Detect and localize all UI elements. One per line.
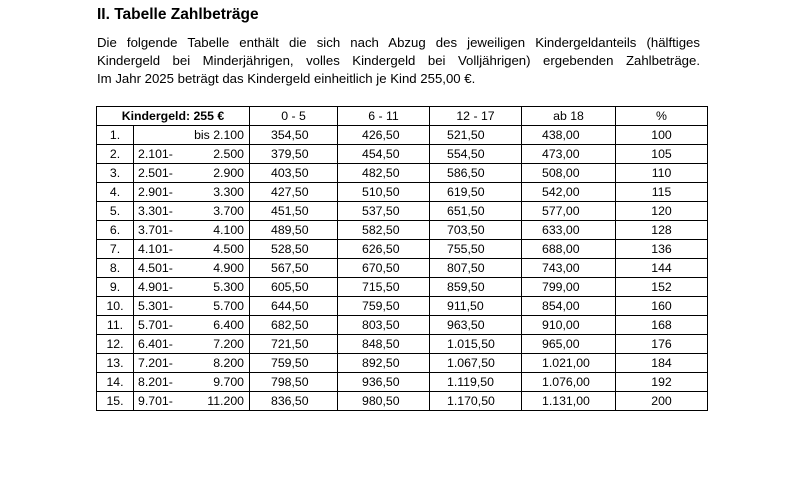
income-from-cell: 2.501-	[134, 164, 184, 183]
income-to-cell: 7.200	[184, 335, 250, 354]
income-from-cell: 7.201-	[134, 354, 184, 373]
income-from-cell: 3.301-	[134, 202, 184, 221]
income-to-cell: bis 2.100	[184, 126, 250, 145]
amount-age-0-5-cell: 489,50	[250, 221, 338, 240]
income-to-cell: 6.400	[184, 316, 250, 335]
table-row	[97, 126, 708, 145]
row-number-cell: 4.	[97, 183, 134, 202]
amount-age-0-5-cell: 427,50	[250, 183, 338, 202]
percent-cell: 115	[616, 183, 708, 202]
header-age-18: ab 18	[522, 107, 616, 126]
income-from-cell: 2.901-	[134, 183, 184, 202]
income-from-cell: 8.201-	[134, 373, 184, 392]
income-to-cell: 2.900	[184, 164, 250, 183]
percent-cell: 110	[616, 164, 708, 183]
amount-age-0-5-cell: 759,50	[250, 354, 338, 373]
percent-cell: 120	[616, 202, 708, 221]
amount-age-18-cell: 965,00	[522, 335, 616, 354]
amount-age-18-cell: 1.076,00	[522, 373, 616, 392]
amount-age-12-17-cell: 1.119,50	[430, 373, 522, 392]
income-from-cell: 5.701-	[134, 316, 184, 335]
amount-age-12-17-cell: 554,50	[430, 145, 522, 164]
amount-age-6-11-cell: 454,50	[338, 145, 430, 164]
table-row	[97, 221, 708, 240]
amount-age-6-11-cell: 670,50	[338, 259, 430, 278]
amount-age-0-5-cell: 836,50	[250, 392, 338, 411]
percent-cell: 192	[616, 373, 708, 392]
percent-cell: 144	[616, 259, 708, 278]
amount-age-12-17-cell: 911,50	[430, 297, 522, 316]
income-to-cell: 4.900	[184, 259, 250, 278]
amount-age-18-cell: 743,00	[522, 259, 616, 278]
section-heading: II. Tabelle Zahlbeträge	[97, 6, 259, 23]
amount-age-6-11-cell: 892,50	[338, 354, 430, 373]
amount-age-6-11-cell: 803,50	[338, 316, 430, 335]
amount-age-6-11-cell: 582,50	[338, 221, 430, 240]
amount-age-12-17-cell: 619,50	[430, 183, 522, 202]
income-from-cell: 3.701-	[134, 221, 184, 240]
income-from-cell	[134, 126, 184, 145]
row-number-cell: 5.	[97, 202, 134, 221]
income-from-cell: 4.901-	[134, 278, 184, 297]
income-from-cell: 2.101-	[134, 145, 184, 164]
row-number-cell: 11.	[97, 316, 134, 335]
row-number-cell: 10.	[97, 297, 134, 316]
amount-age-0-5-cell: 451,50	[250, 202, 338, 221]
amount-age-18-cell: 473,00	[522, 145, 616, 164]
income-to-cell: 11.200	[184, 392, 250, 411]
income-to-cell: 3.700	[184, 202, 250, 221]
percent-cell: 105	[616, 145, 708, 164]
amount-age-18-cell: 508,00	[522, 164, 616, 183]
amount-age-6-11-cell: 848,50	[338, 335, 430, 354]
table-row	[97, 373, 708, 392]
header-percent: %	[616, 107, 708, 126]
amount-age-18-cell: 1.131,00	[522, 392, 616, 411]
payment-table	[96, 106, 708, 411]
amount-age-0-5-cell: 567,50	[250, 259, 338, 278]
percent-cell: 160	[616, 297, 708, 316]
amount-age-18-cell: 577,00	[522, 202, 616, 221]
income-from-cell: 6.401-	[134, 335, 184, 354]
amount-age-0-5-cell: 682,50	[250, 316, 338, 335]
income-to-cell: 4.500	[184, 240, 250, 259]
amount-age-0-5-cell: 605,50	[250, 278, 338, 297]
row-number-cell: 14.	[97, 373, 134, 392]
amount-age-12-17-cell: 586,50	[430, 164, 522, 183]
table-row	[97, 316, 708, 335]
percent-cell: 128	[616, 221, 708, 240]
intro-line: Kindergeld bei Minderjährigen, volles Kindergeld bei Volljährigen) ergebenden Zahlbeträge.	[97, 53, 700, 68]
percent-cell: 136	[616, 240, 708, 259]
row-number-cell: 6.	[97, 221, 134, 240]
amount-age-0-5-cell: 403,50	[250, 164, 338, 183]
row-number-cell: 8.	[97, 259, 134, 278]
amount-age-6-11-cell: 715,50	[338, 278, 430, 297]
percent-cell: 168	[616, 316, 708, 335]
amount-age-6-11-cell: 626,50	[338, 240, 430, 259]
amount-age-12-17-cell: 859,50	[430, 278, 522, 297]
header-kindergeld: Kindergeld: 255 €	[97, 107, 250, 126]
amount-age-18-cell: 1.021,00	[522, 354, 616, 373]
table-row	[97, 145, 708, 164]
amount-age-12-17-cell: 1.015,50	[430, 335, 522, 354]
income-to-cell: 9.700	[184, 373, 250, 392]
amount-age-12-17-cell: 807,50	[430, 259, 522, 278]
amount-age-12-17-cell: 651,50	[430, 202, 522, 221]
income-to-cell: 4.100	[184, 221, 250, 240]
percent-cell: 152	[616, 278, 708, 297]
amount-age-0-5-cell: 354,50	[250, 126, 338, 145]
income-to-cell: 5.300	[184, 278, 250, 297]
amount-age-18-cell: 910,00	[522, 316, 616, 335]
amount-age-18-cell: 688,00	[522, 240, 616, 259]
amount-age-0-5-cell: 528,50	[250, 240, 338, 259]
income-from-cell: 4.501-	[134, 259, 184, 278]
amount-age-18-cell: 438,00	[522, 126, 616, 145]
income-from-cell: 5.301-	[134, 297, 184, 316]
row-number-cell: 12.	[97, 335, 134, 354]
intro-paragraph	[97, 34, 700, 88]
income-to-cell: 2.500	[184, 145, 250, 164]
percent-cell: 176	[616, 335, 708, 354]
income-from-cell: 4.101-	[134, 240, 184, 259]
amount-age-0-5-cell: 798,50	[250, 373, 338, 392]
amount-age-12-17-cell: 703,50	[430, 221, 522, 240]
amount-age-18-cell: 542,00	[522, 183, 616, 202]
table-row	[97, 202, 708, 221]
header-age-12-17: 12 - 17	[430, 107, 522, 126]
table-row	[97, 354, 708, 373]
amount-age-6-11-cell: 936,50	[338, 373, 430, 392]
amount-age-6-11-cell: 510,50	[338, 183, 430, 202]
income-to-cell: 8.200	[184, 354, 250, 373]
amount-age-6-11-cell: 426,50	[338, 126, 430, 145]
row-number-cell: 2.	[97, 145, 134, 164]
table-row	[97, 183, 708, 202]
header-age-6-11: 6 - 11	[338, 107, 430, 126]
amount-age-6-11-cell: 980,50	[338, 392, 430, 411]
table-row	[97, 392, 708, 411]
table-row	[97, 278, 708, 297]
intro-line: Die folgende Tabelle enthält die sich nach Abzug des jeweiligen Kindergeldanteils (hälftiges	[97, 35, 700, 50]
amount-age-18-cell: 633,00	[522, 221, 616, 240]
income-from-cell: 9.701-	[134, 392, 184, 411]
row-number-cell: 7.	[97, 240, 134, 259]
row-number-cell: 15.	[97, 392, 134, 411]
table-row	[97, 240, 708, 259]
row-number-cell: 1.	[97, 126, 134, 145]
amount-age-0-5-cell: 644,50	[250, 297, 338, 316]
table-row	[97, 259, 708, 278]
intro-line: Im Jahr 2025 beträgt das Kindergeld einheitlich je Kind 255,00 €.	[97, 71, 476, 86]
amount-age-0-5-cell: 379,50	[250, 145, 338, 164]
amount-age-18-cell: 854,00	[522, 297, 616, 316]
amount-age-6-11-cell: 537,50	[338, 202, 430, 221]
percent-cell: 184	[616, 354, 708, 373]
table-row	[97, 335, 708, 354]
table-row	[97, 297, 708, 316]
percent-cell: 100	[616, 126, 708, 145]
table-body	[97, 126, 708, 411]
header-age-0-5: 0 - 5	[250, 107, 338, 126]
row-number-cell: 9.	[97, 278, 134, 297]
amount-age-12-17-cell: 1.067,50	[430, 354, 522, 373]
amount-age-0-5-cell: 721,50	[250, 335, 338, 354]
amount-age-12-17-cell: 1.170,50	[430, 392, 522, 411]
amount-age-12-17-cell: 755,50	[430, 240, 522, 259]
row-number-cell: 13.	[97, 354, 134, 373]
amount-age-18-cell: 799,00	[522, 278, 616, 297]
table-row	[97, 164, 708, 183]
table-header-row	[97, 107, 708, 126]
row-number-cell: 3.	[97, 164, 134, 183]
income-to-cell: 3.300	[184, 183, 250, 202]
income-to-cell: 5.700	[184, 297, 250, 316]
amount-age-12-17-cell: 521,50	[430, 126, 522, 145]
percent-cell: 200	[616, 392, 708, 411]
amount-age-12-17-cell: 963,50	[430, 316, 522, 335]
amount-age-6-11-cell: 759,50	[338, 297, 430, 316]
amount-age-6-11-cell: 482,50	[338, 164, 430, 183]
